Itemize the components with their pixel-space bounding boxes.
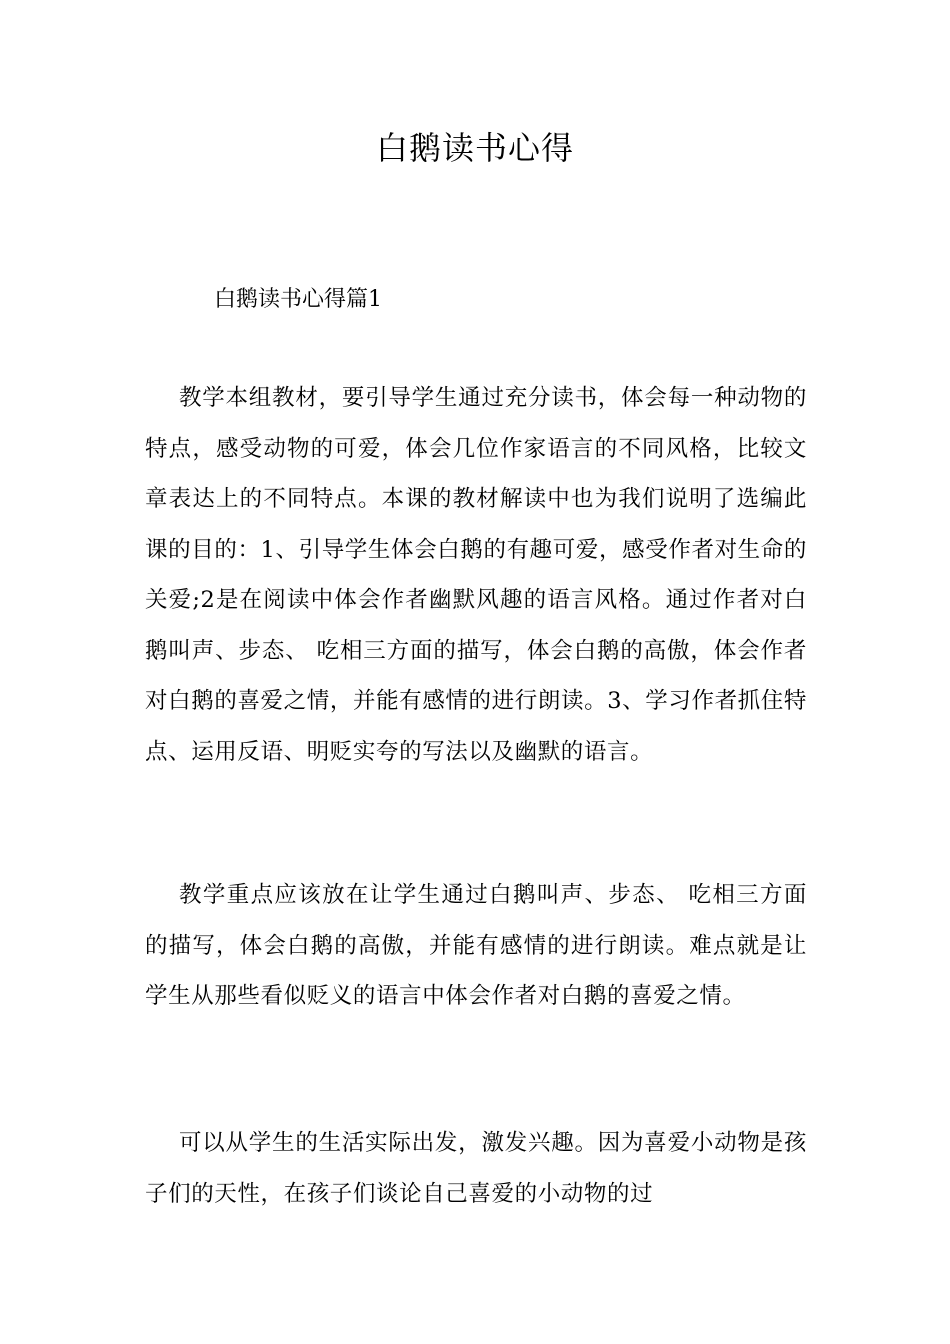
paragraph-3: 可以从学生的生活实际出发，激发兴趣。因为喜爱小动物是孩子们的天性，在孩子们谈论自己喜爱的小动物的过 (145, 1130, 807, 1207)
section-heading: 白鹅读书心得篇1 (214, 287, 382, 312)
paragraph-1: 教学本组教材，要引导学生通过充分读书，体会每一种动物的特点，感受动物的可爱，体会几位作家语言的不同风格，比较文章表达上的不同特点。本课的教材解读中也为我们说明了选编此课的目的：1、引导学生体会白鹅的有趣可爱，感受作者对生命的关爱;2是在阅读中体会作者幽默风趣的语言风格。通过作者对白鹅叫声、步态、 吃相三方面的描写，体会白鹅的高傲，体会作者对白鹅的喜爱之情，并能有感情的进行朗读。3、学习作者抓住特点、运用反语、明贬实夸的写法以及幽默的语言。 (145, 385, 807, 765)
paragraph-2: 教学重点应该放在让学生通过白鹅叫声、步态、 吃相三方面的描写，体会白鹅的高傲，并能有感情的进行朗读。难点就是让学生从那些看似贬义的语言中体会作者对白鹅的喜爱之情。 (145, 882, 807, 1009)
document-title: 白鹅读书心得 (375, 129, 574, 167)
